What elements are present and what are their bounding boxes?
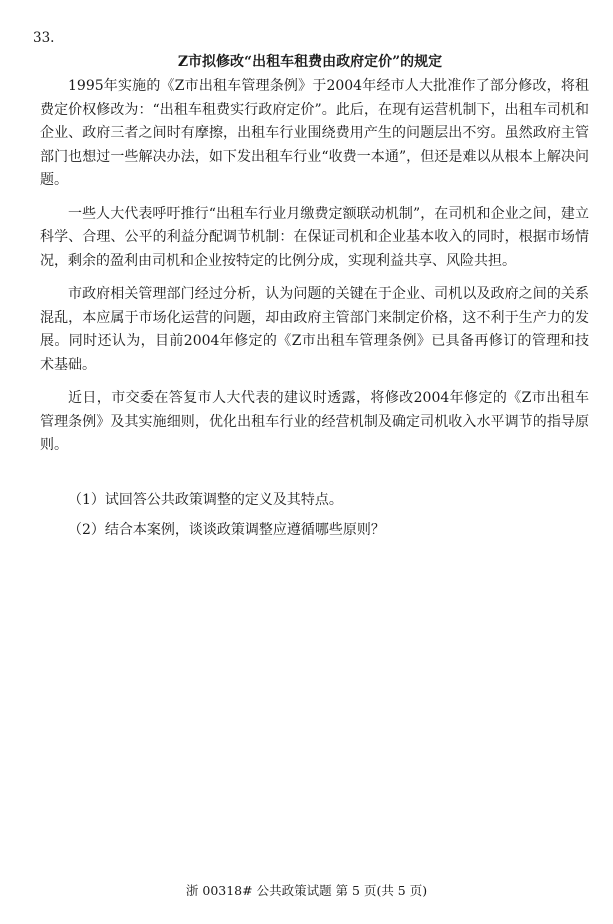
case-paragraph-1: 1995年实施的《Z市出租车管理条例》于2004年经市人大批准作了部分修改，将租费定价权修改为：“出租车租费实行政府定价”。此后，在现有运营机制下，出租车司机和企业、政府三者之间时有摩擦，出租车行业围绕费用产生的问题层出不穷。虽然政府主管部门也想过一些解决办法，如下发出租车行业“收费一本通”，但还是难以从根本上解决问题。 — [40, 78, 589, 188]
page-footer: 浙 00318# 公共政策试题 第 5 页(共 5 页) — [185, 883, 428, 898]
question-item-1: （1）试回答公共政策调整的定义及其特点。 — [68, 492, 343, 508]
question-number: 33. — [33, 30, 55, 46]
case-title: Z市拟修改“出租车租费由政府定价”的规定 — [177, 54, 443, 70]
question-list — [40, 485, 589, 545]
case-paragraph-2: 一些人大代表呼吁推行“出租车行业月缴费定额联动机制”，在司机和企业之间，建立科学、合理、公平的利益分配调节机制：在保证司机和企业基本收入的同时，根据市场情况，剩余的盈利由司机和企业按特定的比例分成，实现利益共享、风险共担。 — [40, 205, 589, 269]
case-paragraph-3: 市政府相关管理部门经过分析，认为问题的关键在于企业、司机以及政府之间的关系混乱，本应属于市场化运营的问题，却由政府主管部门来制定价格，这不利于生产力的发展。同时还认为，目前2004年修定的《Z市出租车管理条例》已具备再修订的管理和技术基础。 — [40, 286, 589, 373]
case-body — [40, 75, 589, 468]
case-paragraph-4: 近日，市交委在答复市人大代表的建议时透露，将修改2004年修定的《Z市出租车管理条例》及其实施细则，优化出租车行业的经营机制及确定司机收入水平调节的指导原则。 — [40, 390, 589, 453]
question-item-2: （2）结合本案例，谈谈政策调整应遵循哪些原则？ — [68, 522, 385, 538]
